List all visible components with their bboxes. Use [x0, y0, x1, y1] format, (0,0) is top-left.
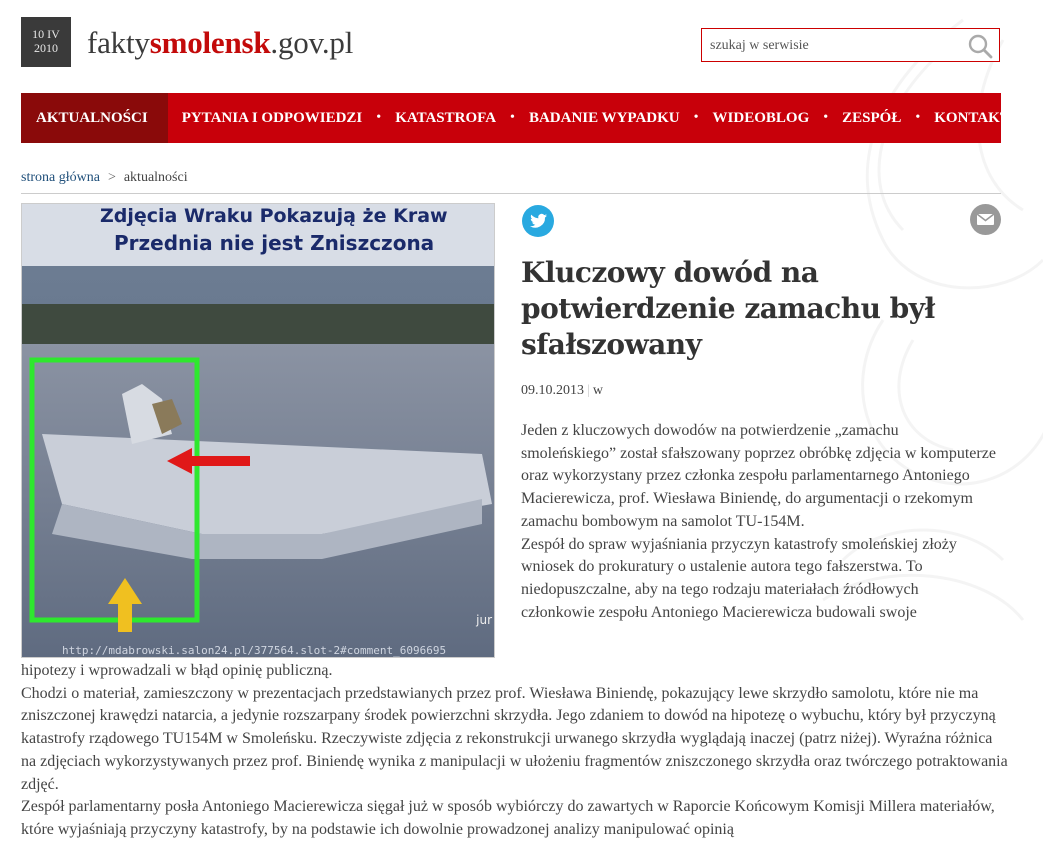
photo-caption-line2: Przednia nie jest Zniszczona: [114, 231, 435, 255]
photo-caption-line1: Zdjęcia Wraku Pokazują że Kraw: [100, 205, 448, 227]
meta-separator: |: [587, 383, 590, 398]
date-badge: [21, 17, 71, 67]
date-badge-day: 10 IV: [32, 27, 60, 41]
nav-separator: •: [510, 110, 515, 125]
main-nav: [21, 93, 1010, 143]
article-meta: [521, 383, 603, 399]
article-photo[interactable]: [21, 203, 495, 658]
nav-item-pytania[interactable]: PYTANIA I ODPOWIEDZI: [181, 110, 363, 126]
twitter-icon[interactable]: [522, 205, 554, 237]
divider: [21, 193, 1001, 194]
logo-suffix: .gov.pl: [270, 25, 354, 60]
site-logo[interactable]: [87, 24, 353, 62]
wreck-photo: [22, 204, 494, 657]
date-badge-year: 2010: [34, 41, 58, 55]
nav-item-katastrofa[interactable]: KATASTROFA: [395, 110, 497, 126]
search-icon[interactable]: [967, 33, 993, 59]
breadcrumb-home[interactable]: strona główna: [21, 170, 100, 185]
nav-item-badanie[interactable]: BADANIE WYPADKU: [528, 110, 680, 126]
article-paragraph: hipotezy i wprowadzali w błąd opinię publiczną.: [21, 662, 333, 679]
nav-separator: •: [693, 110, 699, 125]
article-intro: [521, 420, 996, 624]
nav-separator: •: [915, 110, 921, 125]
breadcrumb: [21, 170, 188, 186]
article-paragraph: Chodzi o materiał, zamieszczony w prezentacjach przedstawianych przez prof. Wiesława Biniendę, pokazujący lewe skrzydło samolotu, które nie ma zniszczonej krawędzi natarcia, a jedynie rozszarpany środek powierzchni skrzydła. Jego zdaniem to dowód na hipotezę o wybuchu, który był przyczyną katastrofy rządowego TU154M w Smoleńsku. Rzeczywiste zdjęcia z rekonstrukcji urwanego skrzydła wyglądają inaczej (patrz niżej). Wyraźna różnica na zdjęciach wykorzystywanych przez prof. Biniendę wynika z manipulacji w ułożeniu fragmentów zniszczonego skrzydła oraz twórczego potraktowania zdjęć.: [21, 684, 1008, 793]
article-paragraph: Zespół do spraw wyjaśniania przyczyn katastrofy smoleńskiej złoży wniosek do prokuratury o ustalenie autora tego fałszerstwa. To niedopuszczalne, aby na tego rodzaju materiałach źródłowych członkowie zespołu Antoniego Macierewicza budowali swoje: [521, 535, 957, 621]
nav-item-kontakt[interactable]: KONTAKT: [934, 110, 1010, 126]
photo-url-text: http://mdabrowski.salon24.pl/377564.slot-2#comment_6096695: [62, 644, 447, 657]
article-body: [21, 660, 1011, 842]
article-paragraph: Zespół parlamentarny posła Antoniego Macierewicza sięgał już w sposób wybiórczy do zawartych w Raporcie Końcowym Komisji Millera materiałów, które wyjaśniają przyczyny katastrofy, by na podstawie ich dowolnie prowadzonej analizy manipulować opinią: [21, 798, 995, 838]
article-paragraph: Jeden z kluczowych dowodów na potwierdzenie „zamachu smoleńskiego” został sfałszowany poprzez obróbkę zdjęcia w komputerze oraz wykorzystany przez członka zespołu parlamentarnego Antoniego Macierewicza, prof. Wiesława Biniendę, do argumentacji o rzekomym zamachu bombowym na samolot TU-154M.: [521, 422, 996, 530]
nav-item-zespol[interactable]: ZESPÓŁ: [842, 110, 902, 126]
nav-item-wideoblog[interactable]: WIDEOBLOG: [712, 110, 810, 126]
search-box: [701, 28, 1000, 62]
article-category[interactable]: w: [592, 383, 603, 398]
nav-separator: •: [376, 110, 382, 125]
article-title: Kluczowy dowód na potwierdzenie zamachu był sfałszowany: [521, 256, 935, 361]
article-date: 09.10.2013: [521, 383, 584, 398]
logo-highlight: smolensk: [149, 25, 271, 60]
breadcrumb-separator: >: [107, 170, 116, 185]
breadcrumb-current: aktualności: [123, 170, 188, 185]
mail-icon[interactable]: [970, 204, 1001, 235]
photo-corner-text: jur: [476, 613, 492, 627]
nav-separator: •: [823, 110, 829, 125]
logo-prefix: fakty: [87, 25, 150, 60]
nav-item-aktualnosci[interactable]: AKTUALNOŚCI: [21, 93, 168, 143]
search-input[interactable]: [710, 36, 960, 56]
